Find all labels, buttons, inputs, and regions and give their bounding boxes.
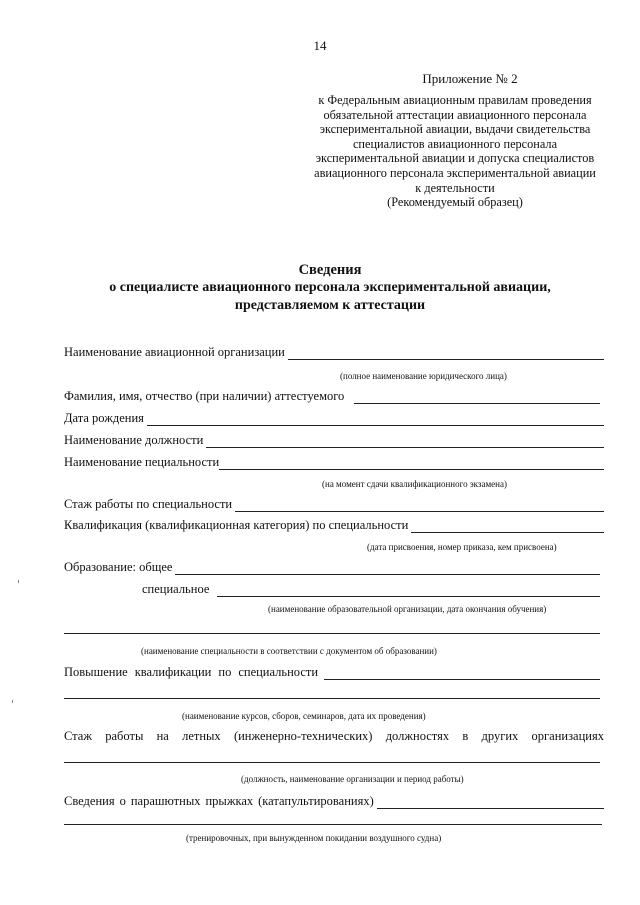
training-hint: (наименование курсов, сборов, семинаров, дата их проведения) [182,711,426,721]
training-field[interactable] [324,669,600,680]
parachute-label-word: (катапультированиях) [258,794,374,808]
appendix-line: авиационного персонала экспериментальной авиации [314,165,596,180]
flight-word: летных [182,729,221,743]
flight-experience-field[interactable] [64,762,600,763]
position-row [64,433,604,448]
education-general-field[interactable] [175,564,600,575]
appendix-line: к деятельности [415,180,495,195]
education-special-label: специальное [142,582,210,596]
org-hint: (полное наименование юридического лица) [340,371,507,381]
parachute-hint: (тренировочных, при вынужденном покидании воздушного судна) [186,833,442,843]
appendix-line: экспериментальной авиации, выдачи свидетельства [319,122,591,137]
training-label [64,665,318,680]
birth-field[interactable] [147,415,604,426]
flight-word: других [481,729,519,743]
parachute-label-word: парашютных [130,794,201,808]
education-special-field[interactable] [217,586,600,597]
flight-word: должностях [385,729,450,743]
fio-field[interactable] [354,393,600,404]
flight-experience-label [64,729,604,744]
flight-word: на [156,729,169,743]
birth-label: Дата рождения [64,411,144,425]
experience-row [64,497,604,512]
parachute-field-cont[interactable] [64,824,602,825]
flight-word: (инженерно-технических) [233,729,373,743]
specialty-label: Наименование пециальности [64,455,220,469]
qualification-hint: (дата присвоения, номер приказа, кем присвоена) [367,542,557,552]
training-label-word: Повышение [64,665,128,679]
specialty-field[interactable] [219,459,604,470]
training-label-word: специальности [238,665,319,679]
parachute-label-word: прыжках [205,794,254,808]
education-specialty-field[interactable] [64,633,600,634]
education-general-label: Образование: общее [64,560,173,574]
training-row [64,665,600,680]
scan-mark [12,700,13,703]
appendix-title: Приложение № 2 [422,71,518,86]
parachute-label-word: Сведения [64,794,115,808]
specialty-hint: (на момент сдачи квалификационного экзамена) [322,479,507,489]
experience-label: Стаж работы по специальности [64,497,233,511]
page-number: 14 [313,38,327,53]
org-label: Наименование авиационной организации [64,345,285,359]
education-specialty-hint: (наименование специальности в соответствии с документом об образовании) [141,646,437,656]
position-field[interactable] [206,437,604,448]
org-field[interactable] [288,349,604,360]
qualification-row [64,518,604,533]
org-row [64,345,604,360]
training-field-cont[interactable] [64,698,600,699]
parachute-field[interactable] [377,798,604,809]
flight-word: работы [105,729,144,743]
training-label-word: по [218,665,232,679]
education-special-row [142,582,600,597]
flight-word: в [462,729,469,743]
appendix-line: обязательной аттестации авиационного персонала [323,107,587,122]
position-label: Наименование должности [64,433,204,447]
qualification-field[interactable] [411,522,604,533]
education-special-hint: (наименование образовательной организации, дата окончания обучения) [268,604,547,614]
specialty-row [64,455,604,470]
appendix-line: (Рекомендуемый образец) [387,195,523,210]
fio-label: Фамилия, имя, отчество (при наличии) аттестуемого [64,389,345,403]
flight-word: Стаж [64,729,92,743]
appendix-reference [300,93,610,210]
flight-experience-hint: (должность, наименование организации и период работы) [241,774,464,784]
appendix-line: к Федеральным авиационным правилам проведения [318,93,592,107]
parachute-label-word: о [119,794,126,808]
document-subtitle-cont: представляемом к аттестации [234,298,426,313]
document-subtitle: о специалисте авиационного персонала экспериментальной авиации, [109,280,551,295]
fio-row [64,389,600,404]
document-title: Сведения [298,262,362,278]
appendix-line: специалистов авиационного персонала [352,136,558,151]
education-general-row [64,560,600,575]
parachute-label [64,794,374,809]
flight-word: организациях [531,729,604,743]
experience-field[interactable] [235,501,604,512]
parachute-row [64,794,604,809]
birth-row [64,411,604,426]
qualification-label: Квалификация (квалификационная категория) по специальности [64,518,409,532]
training-label-word: квалификации [134,665,212,679]
scan-mark [18,580,19,583]
appendix-line: экспериментальной авиации и допуска специалистов [315,151,595,166]
